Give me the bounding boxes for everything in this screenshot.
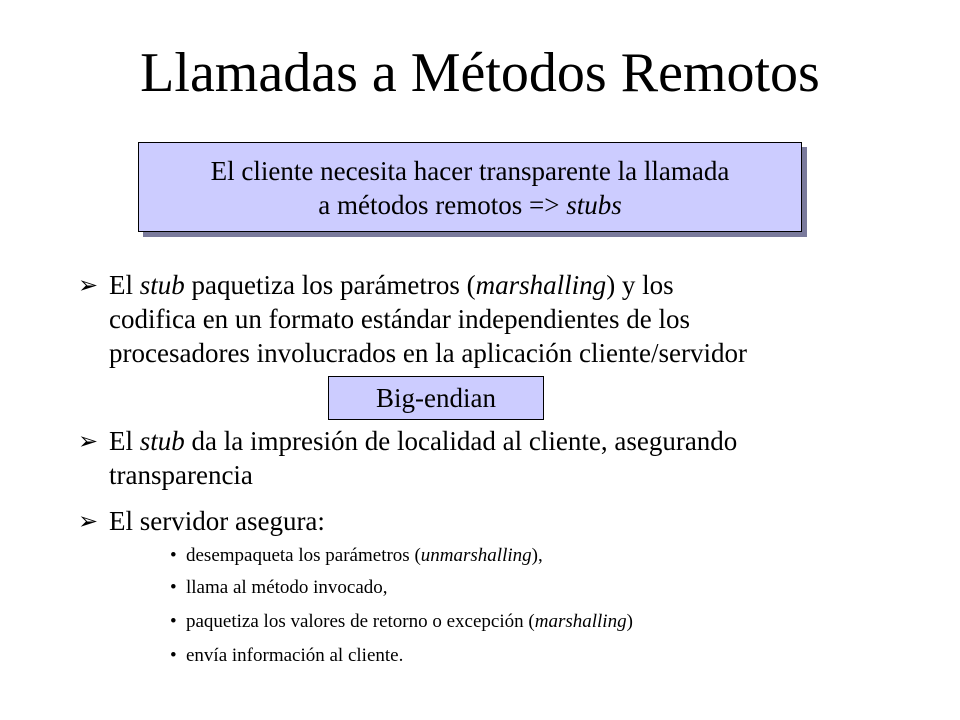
bullet-2-italic-a: stub <box>139 426 185 456</box>
sub-item-marshalling <box>170 610 633 634</box>
callout-line-2-text: a métodos remotos => <box>318 190 567 220</box>
sub-3-text-b: ) <box>626 611 633 632</box>
sub-3-text-a: paquetiza los valores de retorno o excepción ( <box>186 611 535 632</box>
bullet-2-line-2: transparencia <box>109 460 253 490</box>
bullet-1-line-2: codifica en un formato estándar independientes de los <box>109 304 691 334</box>
big-endian-badge: Big-endian <box>328 376 544 420</box>
bullet-1-italic-b: marshalling <box>475 270 607 300</box>
dot-bullet-icon: • <box>170 545 177 566</box>
bullet-1-text-c: ) y los <box>606 270 674 300</box>
sub-item-send <box>170 644 403 668</box>
bullet-1-line-3: procesadores involucrados en la aplicación cliente/servidor <box>109 338 747 368</box>
callout-line-1: El cliente necesita hacer transparente la llamada <box>210 156 730 186</box>
sub-item-unmarshalling <box>170 544 543 568</box>
bullet-2-text-b: da la impresión de localidad al cliente, asegurando <box>184 426 738 456</box>
bullet-1-line-1 <box>109 268 938 302</box>
arrow-bullet-icon: ➢ <box>78 507 99 535</box>
arrow-bullet-icon: ➢ <box>78 271 99 299</box>
slide-title: Llamadas a Métodos Remotos <box>140 42 820 104</box>
sub-4-text: envía información al cliente. <box>186 645 404 666</box>
arrow-bullet-icon: ➢ <box>78 427 99 455</box>
sub-2-text: llama al método invocado, <box>186 577 388 598</box>
bullet-1-text-a: El <box>109 270 140 300</box>
dot-bullet-icon: • <box>170 577 177 598</box>
sub-3-italic: marshalling <box>534 611 627 632</box>
sub-1-text-b: ), <box>531 545 543 566</box>
sub-item-invoke <box>170 576 388 600</box>
bullet-3-line-1: El servidor asegura: <box>109 506 325 536</box>
bullet-1-italic-a: stub <box>139 270 185 300</box>
bullet-2-line-1 <box>109 424 938 458</box>
callout-box <box>138 142 802 232</box>
dot-bullet-icon: • <box>170 645 177 666</box>
bullet-stub-marshalling <box>78 268 938 370</box>
callout-line-2-italic: stubs <box>566 190 622 220</box>
bullet-1-text-b: paquetiza los parámetros ( <box>184 270 476 300</box>
bullet-server <box>78 504 938 538</box>
sub-1-text-a: desempaqueta los parámetros ( <box>186 545 421 566</box>
dot-bullet-icon: • <box>170 611 177 632</box>
bullet-stub-locality <box>78 424 938 492</box>
callout-line-2 <box>139 188 801 222</box>
sub-1-italic: unmarshalling <box>420 545 532 566</box>
bullet-2-text-a: El <box>109 426 140 456</box>
